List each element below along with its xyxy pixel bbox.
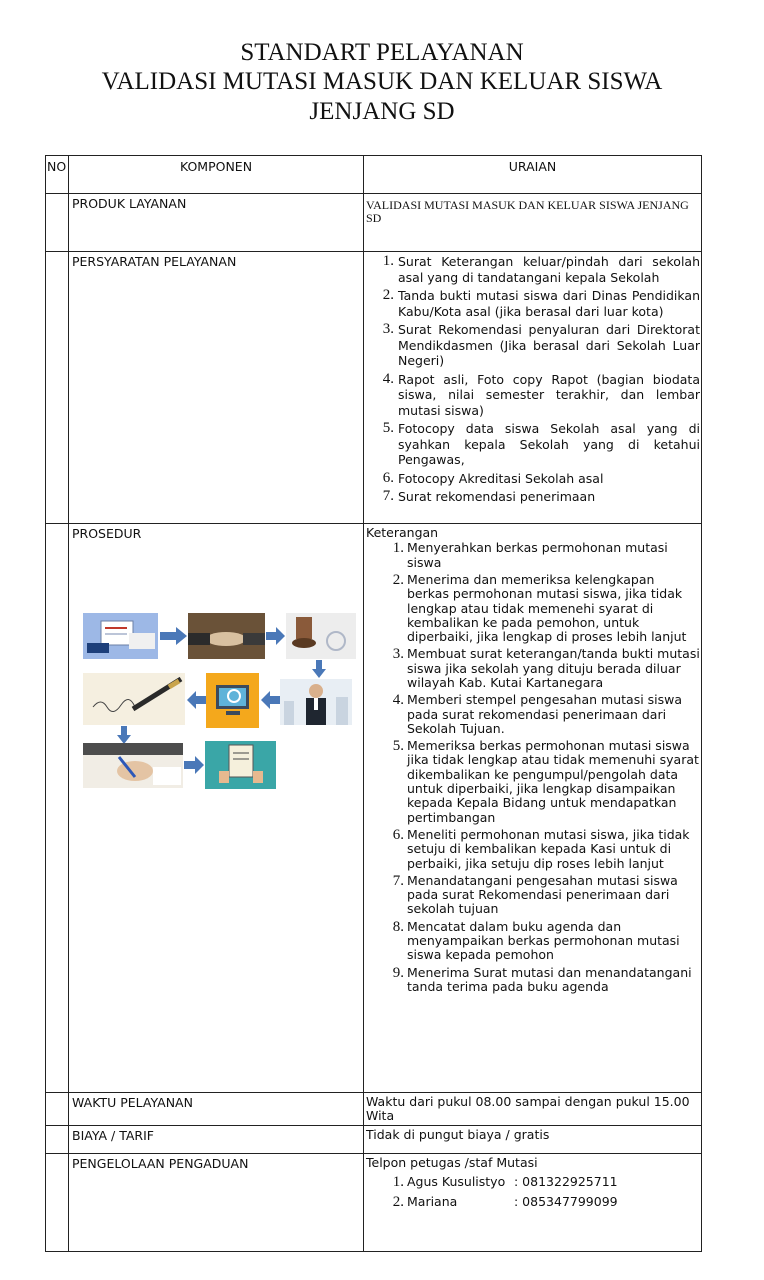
- signing-pen-image: [83, 673, 185, 725]
- arrow-right-icon: [266, 627, 286, 645]
- list-item: 7. Surat rekomendasi penerimaan: [382, 488, 596, 505]
- contact-item: 1. Agus Kusulistyo : 081322925711: [392, 1173, 618, 1190]
- service-standard-table: [45, 155, 702, 1252]
- row-number-cell: [46, 1153, 69, 1251]
- row-prosedur: [46, 524, 702, 1093]
- procedure-flow-diagram: [83, 613, 363, 803]
- list-item: 6. Fotocopy Akreditasi Sekolah asal: [382, 469, 604, 486]
- list-item: 9. Menerima Surat mutasi dan menandatangani tanda terima pada buku agenda: [392, 964, 692, 994]
- row-number-cell: [46, 252, 69, 524]
- contact-phone: : 085347799099: [514, 1193, 618, 1209]
- contact-list: [366, 1172, 700, 1212]
- list-item: 8. Mencatat dalam buku agenda dan menyampaikan berkas permohonan mutasi siswa kepada pemohon: [392, 918, 680, 963]
- persyaratan-label: PERSYARATAN PELAYANAN: [69, 252, 364, 524]
- row-number-cell: [46, 1092, 69, 1125]
- arrow-right-icon: [184, 756, 205, 774]
- biaya-label: BIAYA / TARIF: [69, 1125, 364, 1153]
- arrow-down-icon: [312, 660, 326, 678]
- row-number-cell: [46, 524, 69, 1093]
- row-pengelolaan-pengaduan: [46, 1153, 702, 1251]
- stamp-image: [286, 613, 356, 659]
- list-item: 3. Surat Rekomendasi penyaluran dari Direktorat Mendikdasmen (Jika berasal dari Sekolah Luar Negeri): [382, 321, 700, 369]
- contact-item: 2. Mariana : 085347799099: [392, 1193, 618, 1210]
- document-title-line-1: STANDART PELAYANAN: [240, 39, 524, 66]
- list-item: 2. Tanda bukti mutasi siswa dari Dinas Pendidikan Kabu/Kota asal (jika berasal dari luar kota): [382, 287, 700, 319]
- header-komponen: KOMPONEN: [69, 156, 364, 194]
- header-uraian: URAIAN: [364, 156, 702, 194]
- list-item: 1. Menyerahkan berkas permohonan mutasi siswa: [392, 540, 668, 570]
- produk-label: PRODUK LAYANAN: [69, 194, 364, 252]
- arrow-down-icon: [117, 726, 131, 744]
- list-item: 1. Surat Keterangan keluar/pindah dari sekolah asal yang di tandatangani kepala Sekolah: [382, 253, 700, 285]
- row-biaya-tarif: [46, 1125, 702, 1153]
- list-item: 4. Memberi stempel pengesahan mutasi siswa pada surat rekomendasi penerimaan dari Sekolah Tujuan.: [392, 692, 683, 736]
- list-item: 5. Fotocopy data siswa Sekolah asal yang di syahkan kepala Sekolah yang di ketahui Pengawas,: [382, 420, 700, 468]
- document-title-line-2: VALIDASI MUTASI MASUK DAN KELUAR SISWA: [101, 68, 663, 95]
- list-item: 2. Menerima dan memeriksa kelengkapan berkas permohonan mutasi siswa, jika tidak lengkap atau tidak memenehi syarat di kembalikan ke pada pemohon, untuk diperbaiki, jika lengkap di proses lebih lanjut: [392, 571, 687, 645]
- list-item: 5. Memeriksa berkas permohonan mutasi siswa jika tidak lengkap atau tidak memenuhi syarat dikembalikan ke pengumpul/pengolah data untuk diperbaiki, jika lengkap disampaikan kepada Kepala Bidang untuk mendapatkan pertimbangan: [392, 738, 699, 825]
- prosedur-label: PROSEDUR: [72, 526, 142, 542]
- businessman-image: [280, 679, 352, 725]
- arrow-right-icon: [160, 627, 188, 645]
- document-handover-image: [83, 613, 158, 659]
- contact-phone: : 081322925711: [514, 1173, 618, 1189]
- pengaduan-intro: Telpon petugas /staf Mutasi: [366, 1154, 538, 1170]
- table-header-row: [46, 156, 702, 194]
- writing-hand-image: [83, 743, 183, 788]
- contact-name: Mariana: [407, 1193, 458, 1209]
- header-no: NO: [46, 156, 69, 194]
- prosedur-keterangan: Keterangan: [366, 525, 439, 541]
- list-item: 7. Menandatangani pengesahan mutasi siswa pada surat Rekomendasi penerimaan dari sekolah tujuan: [392, 872, 678, 917]
- arrow-left-icon: [187, 691, 207, 709]
- list-item: 4. Rapot asli, Foto copy Rapot (bagian biodata siswa, nilai semester terakhir, dan lembar mutasi siswa): [382, 370, 700, 418]
- document-title-line-3: JENJANG SD: [309, 98, 455, 125]
- row-number-cell: [46, 194, 69, 252]
- document-approval-image: [205, 741, 276, 789]
- produk-value: VALIDASI MUTASI MASUK DAN KELUAR SISWA JENJANG SD: [366, 198, 689, 226]
- waktu-value: Waktu dari pukul 08.00 sampai dengan pukul 15.00 Wita: [364, 1092, 702, 1125]
- computer-search-icon: [206, 673, 259, 728]
- handshake-image: [188, 613, 265, 659]
- arrow-left-icon: [261, 691, 281, 709]
- persyaratan-list: [366, 254, 700, 505]
- list-item: 6. Meneliti permohonan mutasi siswa, jika tidak setuju di kembalikan kepada Kasi untuk di perbaiki, jika setuju dip roses lebih lanjut: [392, 826, 690, 871]
- row-persyaratan: [46, 252, 702, 524]
- biaya-value: Tidak di pungut biaya / gratis: [364, 1125, 702, 1153]
- row-waktu-pelayanan: [46, 1092, 702, 1125]
- prosedur-list: [366, 541, 700, 994]
- waktu-label: WAKTU PELAYANAN: [69, 1092, 364, 1125]
- pengaduan-label: PENGELOLAAN PENGADUAN: [69, 1153, 364, 1251]
- row-produk-layanan: [46, 194, 702, 252]
- contact-name: Agus Kusulistyo: [407, 1173, 506, 1189]
- list-item: 3. Membuat surat keterangan/tanda bukti mutasi siswa jika sekolah yang dituju berada diluar wilayah Kab. Kutai Kartanegara: [392, 646, 700, 690]
- row-number-cell: [46, 1125, 69, 1153]
